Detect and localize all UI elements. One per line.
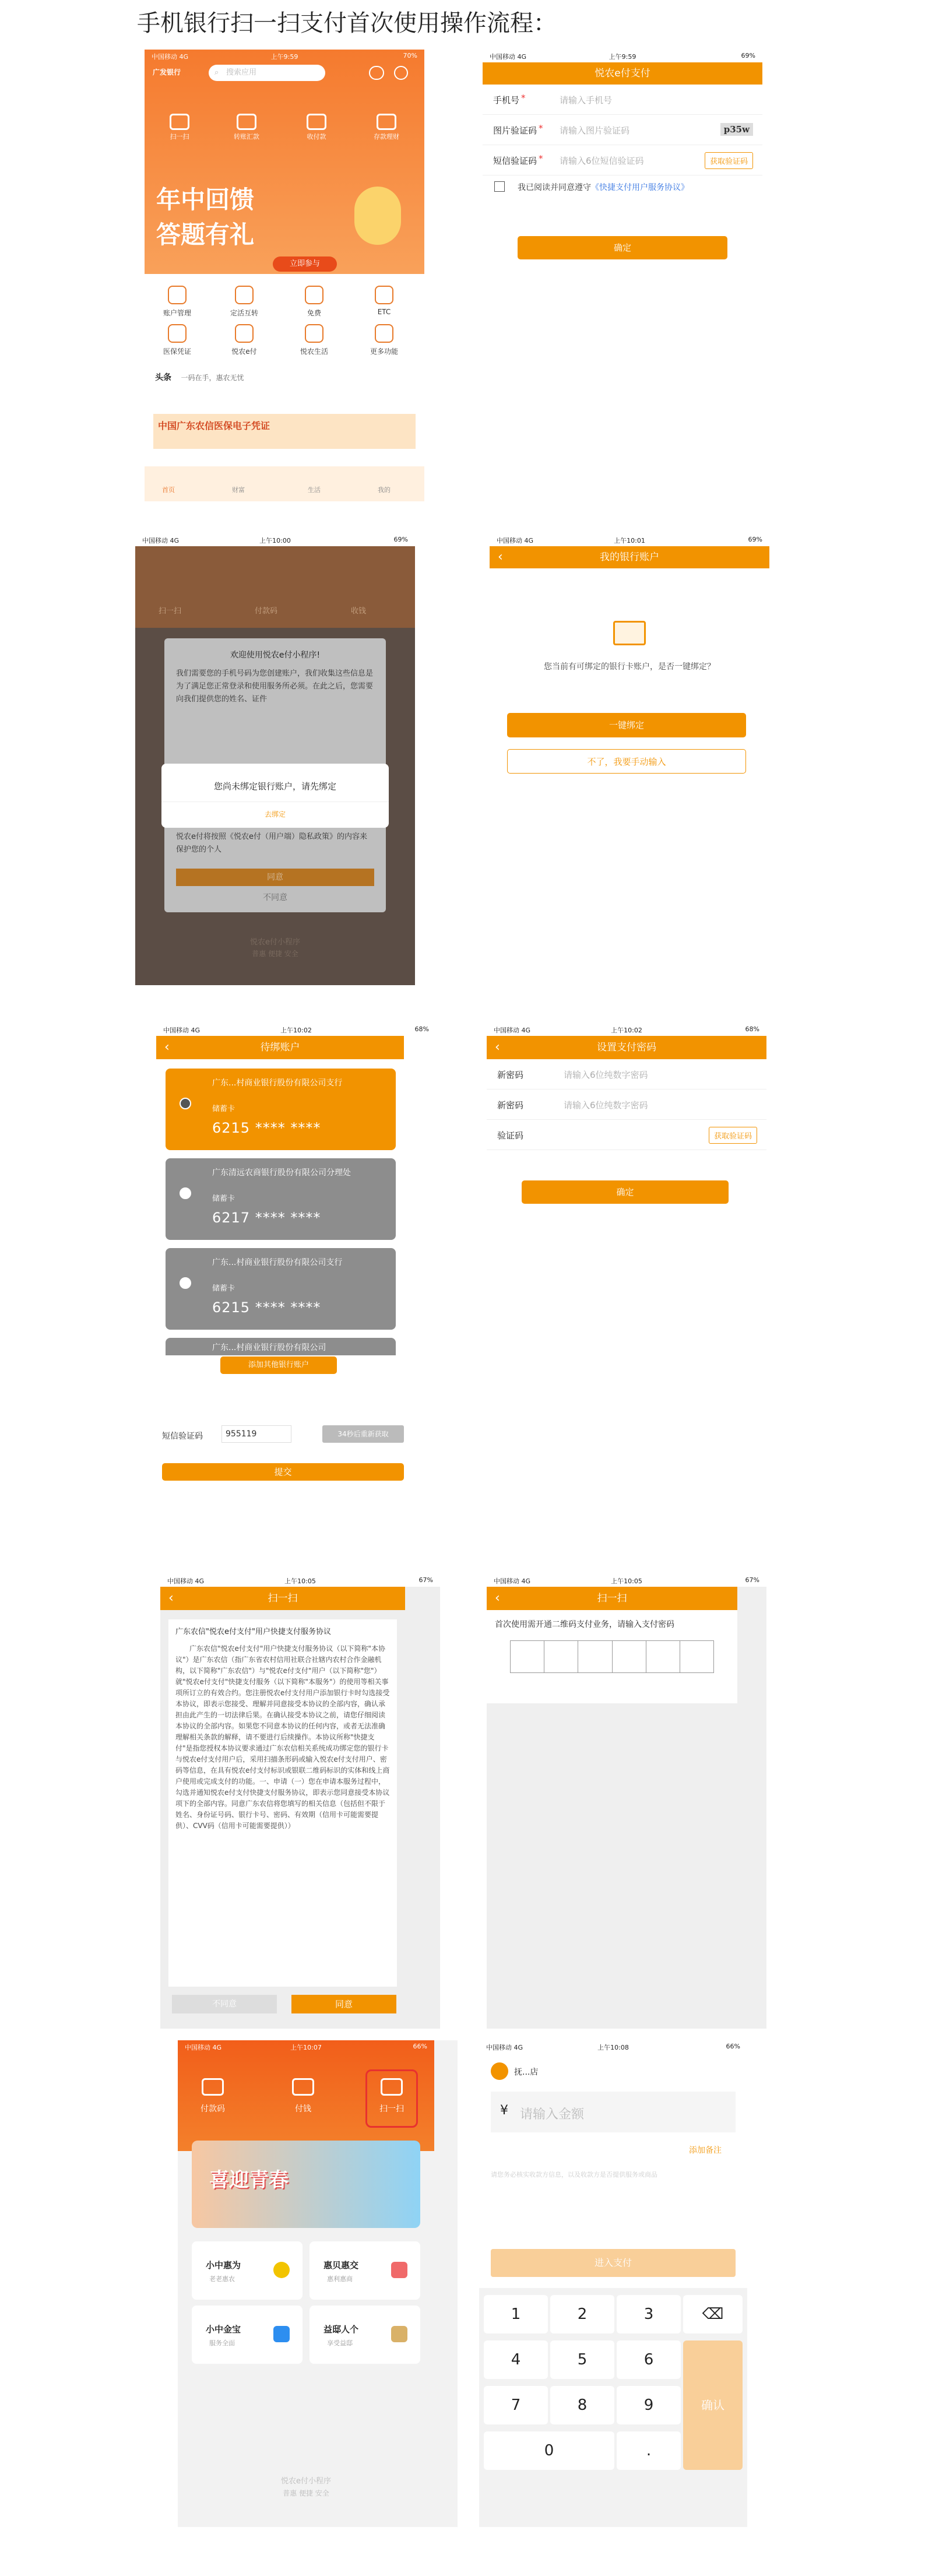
- password-panel: 首次使用需开通二维码支付业务，请输入支付密码: [487, 1610, 737, 1703]
- message-icon[interactable]: [369, 66, 384, 80]
- settings-icon[interactable]: [394, 66, 408, 80]
- back-icon[interactable]: ‹: [495, 1591, 500, 1605]
- deposit-shortcut[interactable]: 存款理财: [363, 114, 410, 141]
- screen-enter-password: [487, 1574, 766, 2029]
- nav-bar: ‹ 我的银行账户: [490, 546, 769, 568]
- tab-me[interactable]: 我的: [378, 486, 391, 494]
- back-icon[interactable]: ‹: [498, 550, 503, 564]
- tile-3[interactable]: 小中金宝 服务全面: [192, 2306, 303, 2364]
- amount-input[interactable]: ¥ 请输入金额: [491, 2092, 736, 2132]
- headline[interactable]: 头条 一码在手，惠农无忧: [155, 373, 244, 382]
- bank-card-2[interactable]: 广东清远农商银行股份有限公司分理处 储蓄卡 6217 **** ****: [166, 1158, 396, 1240]
- confirm-key[interactable]: 确认: [683, 2340, 743, 2470]
- phone-field[interactable]: 手机号 * 请输入手机号: [483, 85, 762, 115]
- resend-button[interactable]: 34秒后重新获取: [322, 1425, 404, 1443]
- proceed-pay-button[interactable]: 进入支付: [491, 2249, 736, 2277]
- one-click-bind-button[interactable]: 一键绑定: [507, 713, 746, 737]
- transfer-shortcut[interactable]: 转账汇款: [223, 114, 270, 141]
- status-bar: 中国移动 4G 上午10:05 67%: [487, 1574, 766, 1587]
- disagree-button[interactable]: 不同意: [172, 1995, 277, 2013]
- tab-wealth[interactable]: 财富: [232, 486, 245, 494]
- receive-shortcut[interactable]: 收付款: [293, 114, 340, 141]
- password-boxes[interactable]: [510, 1640, 714, 1673]
- bank-card-icon: [613, 621, 646, 645]
- screen-payment: 中国移动 4G 上午10:08 66% 抚...店 ¥ 请输入金额 添加备注 请您务必核实收款方信息，以及收款方是否提供服务或商品 进入支付 1 2 3 ⌫ 4 5 6 7 8 9 0 . 确认: [479, 2040, 747, 2527]
- search-icon: ⌕: [214, 68, 219, 77]
- key-dot[interactable]: .: [617, 2431, 681, 2470]
- nav-bar: 悦农e付支付: [483, 62, 762, 85]
- service-yuenong-pay[interactable]: 悦农e付: [220, 324, 268, 356]
- service-account[interactable]: 账户管理: [153, 286, 201, 318]
- status-bar: 中国移动 4G 上午10:05 67%: [160, 1574, 440, 1587]
- card-radio[interactable]: [180, 1187, 191, 1199]
- key-0[interactable]: 0: [484, 2431, 614, 2470]
- receive-icon: [307, 114, 326, 130]
- privacy-dialog: 欢迎使用悦农e付小程序! 我们需要您的手机号码为您创建账户，我们收集这些信息是为了满足您正常登录和使用服务所必须。在此之后，您需要向我们提供您的姓名、证件 悦农e付将按照《悦农e付（用户端）隐私政策》的内容来保护您的个人 同意 不同意: [164, 638, 386, 912]
- confirm-button[interactable]: 确定: [522, 1180, 729, 1204]
- add-other-account-button[interactable]: 添加其他银行账户: [220, 1356, 337, 1374]
- key-9[interactable]: 9: [617, 2386, 681, 2424]
- service-yuenong-life[interactable]: 悦农生活: [290, 324, 338, 356]
- bind-alert: 您尚未绑定银行账户，请先绑定 去绑定: [161, 764, 389, 828]
- nav-bar: ‹ 扫一扫: [160, 1587, 405, 1610]
- scan-icon: [170, 114, 189, 130]
- confirm-password-field[interactable]: 新密码 请输入6位纯数字密码: [487, 1090, 766, 1120]
- add-note-link[interactable]: 添加备注: [689, 2146, 722, 2155]
- tile-2[interactable]: 惠贝惠交 惠利惠商: [309, 2241, 420, 2300]
- key-7[interactable]: 7: [484, 2386, 548, 2424]
- disagree-button[interactable]: 不同意: [263, 893, 287, 902]
- back-icon[interactable]: ‹: [495, 1040, 500, 1055]
- service-transfer[interactable]: 定活互转: [220, 286, 268, 318]
- card-radio-selected[interactable]: [180, 1098, 191, 1109]
- code-field[interactable]: 验证码 获取验证码: [487, 1120, 766, 1150]
- service-medical[interactable]: 医保凭证: [153, 324, 201, 356]
- back-icon[interactable]: ‹: [168, 1591, 174, 1605]
- scan-shortcut[interactable]: 扫一扫: [156, 114, 203, 141]
- backspace-icon: ⌫: [702, 2306, 724, 2323]
- nav-bar: ‹ 设置支付密码: [487, 1036, 766, 1059]
- get-sms-button[interactable]: 获取验证码: [705, 152, 753, 169]
- transfer-icon: [237, 114, 256, 130]
- card-radio[interactable]: [180, 1277, 191, 1289]
- screen-my-bank-account: 中国移动 4G 上午10:01 69% ‹ 我的银行账户 您当前有可绑定的银行卡账户，是否一键绑定？ 一键绑定 不了，我要手动输入: [490, 533, 769, 842]
- key-1[interactable]: 1: [484, 2295, 548, 2333]
- go-bind-button[interactable]: 去绑定: [264, 810, 286, 818]
- status-bar: 中国移动 4G 上午9:59 69%: [490, 52, 755, 61]
- service-free[interactable]: 免费: [290, 286, 338, 318]
- screen-yuenong-home: 中国移动 4G 上午10:07 66% 付款码 付钱 扫一扫 喜迎青春 小中惠为 老老惠农 惠贝惠交 惠利惠商 小中金宝 服务全面 益邸人个 享受益邸 悦农e付小程序 普惠 便捷 安全: [178, 2040, 458, 2527]
- bank-card-3[interactable]: 广东...村商业银行股份有限公司支行 储蓄卡 6215 **** ****: [166, 1248, 396, 1330]
- status-bar: 中国移动 4G 上午10:01 69%: [497, 536, 762, 544]
- tab-life[interactable]: 生活: [308, 486, 321, 494]
- new-password-field[interactable]: 新密码 请输入6位纯数字密码: [487, 1059, 766, 1090]
- screen-bind-phone: [483, 50, 762, 274]
- qr-icon: [292, 2078, 314, 2096]
- bank-card-4[interactable]: 广东...村商业银行股份有限公司: [166, 1338, 396, 1355]
- bank-card-1[interactable]: 广东...村商业银行股份有限公司支行 储蓄卡 6215 **** ****: [166, 1069, 396, 1150]
- nav-bar: ‹ 扫一扫: [487, 1587, 737, 1610]
- pay-code-icon: [202, 2078, 224, 2096]
- tab-bar: [145, 466, 424, 501]
- manual-input-button[interactable]: 不了，我要手动输入: [507, 749, 746, 774]
- bank-logo: 广发银行: [153, 68, 181, 76]
- merchant-name: 抚...店: [514, 2068, 539, 2077]
- captcha-field[interactable]: 图片验证码 * 请输入图片验证码 p35w: [483, 115, 762, 145]
- key-8[interactable]: 8: [550, 2386, 614, 2424]
- screen-pending-accounts: 中国移动 4G 上午10:02 68% ‹ 待绑账户 广东...村商业银行股份有限公司支行 储蓄卡 6215 **** **** 广东清远农商银行股份有限公司分理处 储蓄卡 6217 **** **** 广东...村商业银行股份有限公司支行 储蓄卡 6215 **** **** 广东...村商业银行股份有限公司 添加其他银行账户 短信验证码 955119 34秒后重新获取 提交: [156, 1023, 436, 1492]
- scan-shortcut-highlight[interactable]: 扫一扫: [365, 2069, 418, 2128]
- status-bar: 中国移动 4G 上午10:08 66%: [486, 2043, 740, 2051]
- agreement-content[interactable]: 广东农信"悦农e付支付"用户快捷支付服务协议 广东农信"悦农e付支付"用户快捷支付服务协议（以下简称"本协议"）是广东农信（指广东省农村信用社联合社辖内农村合作金融机构，以下简称"广东农信"）与"悦农e付支付"用户（以下简称"您"）就"悦农e付支付"快捷支付服务（以下简称"本服务"）的使用等相关事项所订立的有效合约。您注册悦农e付支付用户添加银行卡时勾选接受本协议，即表示您接受、理解并同意接受本协议的全部内容，确认承担由此产生的一切法律后果。在确认接受本协议之前，请您仔细阅读本协议的全部内容。如果您不同意本协议的任何内容，或者无法准确理解相关条款的解释，请不要进行后续操作。本协议所称"快捷支付"是指您授权本协议要求通过广东农信相关系统成功绑定您的银行卡与悦农e付支付用户后，采用扫描条形码或输入悦农e付支付用户、密码等信息，在具有悦农e付支付标识或银联二维码标识的实体和线上商户使用或完成支付的功能。一、申请（一）您在申请本服务过程中，勾选并通知悦农e付支付快捷支付服务协议，即表示您同意接受本协议项下的全部内容。同意广东农信将您填写的相关信息（包括但不限于姓名、身份证号码、银行卡号、密码、有效期（信用卡可能需要提供）、CVV码（信用卡可能需要提供））: [168, 1619, 397, 1987]
- screen-set-password: [487, 1023, 766, 1268]
- agree-checkbox[interactable]: [494, 181, 505, 192]
- scan-icon: [381, 2078, 403, 2096]
- status-bar: 中国移动 4G 上午10:02 68%: [494, 1025, 759, 1034]
- key-2[interactable]: 2: [550, 2295, 614, 2333]
- ad-banner[interactable]: 中国广东农信医保电子凭证: [153, 414, 416, 449]
- top-shortcuts: [156, 114, 413, 140]
- get-code-button[interactable]: 获取验证码: [709, 1127, 757, 1144]
- backspace-key[interactable]: [683, 2295, 743, 2333]
- submit-button[interactable]: 提交: [162, 1463, 404, 1481]
- tab-home[interactable]: 首页: [162, 486, 175, 494]
- promo-banner[interactable]: 年中回馈 答题有礼 立即参与: [145, 163, 424, 274]
- service-etc[interactable]: ETC: [360, 286, 408, 316]
- tile-4[interactable]: 益邸人个 享受益邸: [309, 2306, 420, 2364]
- service-grid: [145, 286, 424, 402]
- nav-bar: ‹ 待绑账户: [156, 1036, 404, 1059]
- screen-welcome-dialog: 中国移动 4G 上午10:00 69% 扫一扫 付款码 收钱 欢迎使用悦农e付小程序! 我们需要您的手机号码为您创建账户，我们收集这些信息是为了满足您正常登录和使用服务所必须。在此之后，您需要向我们提供您的姓名、证件 悦农e付将按照《悦农e付（用户端）隐私政策》的内容来保护您的个人 同意 不同意 您尚未绑定银行账户，请先绑定 去绑定 悦农e付小程序 普惠 便捷 安全: [135, 533, 415, 985]
- screen-agreement: [160, 1574, 440, 2029]
- key-3[interactable]: 3: [617, 2295, 681, 2333]
- status-bar: 中国移动 4G 上午10:07 66%: [185, 2043, 427, 2051]
- service-more[interactable]: 更多功能: [360, 324, 408, 356]
- pay-code-shortcut[interactable]: 付款码: [195, 2078, 230, 2114]
- status-bar: 中国移动 4G 上午9:59 70%: [152, 52, 417, 61]
- numeric-keypad: [479, 2288, 747, 2527]
- back-icon[interactable]: ‹: [164, 1040, 170, 1055]
- join-button[interactable]: 立即参与: [273, 256, 337, 272]
- promo-banner[interactable]: 喜迎青春: [192, 2141, 420, 2228]
- search-input[interactable]: ⌕ 搜索应用: [209, 65, 325, 81]
- confirm-button[interactable]: 确定: [518, 236, 727, 259]
- sms-code-input[interactable]: 955119: [221, 1425, 291, 1443]
- agree-button[interactable]: 同意: [291, 1995, 396, 2013]
- status-bar: 中国移动 4G 上午10:02 68%: [163, 1025, 429, 1034]
- key-4[interactable]: 4: [484, 2340, 548, 2379]
- agreement-link[interactable]: 《快捷支付用户服务协议》: [591, 183, 689, 192]
- key-5[interactable]: 5: [550, 2340, 614, 2379]
- key-6[interactable]: 6: [617, 2340, 681, 2379]
- tile-1[interactable]: 小中惠为 老老惠农: [192, 2241, 303, 2300]
- document-title: 手机银行扫一扫支付首次使用操作流程：: [137, 10, 557, 37]
- captcha-image[interactable]: p35w: [720, 123, 753, 136]
- merchant-avatar: [491, 2062, 508, 2080]
- mascot-image: [354, 187, 401, 245]
- deposit-icon: [377, 114, 396, 130]
- screen-home: [145, 50, 424, 501]
- agree-text: 我已阅读并同意遵守《快捷支付用户服务协议》: [518, 183, 689, 192]
- sms-field[interactable]: 短信验证码 * 请输入6位短信验证码 获取验证码: [483, 145, 762, 175]
- dimmed-header: 扫一扫 付款码 收钱: [135, 546, 415, 628]
- agree-button[interactable]: 同意: [176, 869, 374, 886]
- status-bar: 中国移动 4G 上午10:00 69%: [135, 533, 415, 546]
- pay-shortcut[interactable]: 付钱: [286, 2078, 321, 2114]
